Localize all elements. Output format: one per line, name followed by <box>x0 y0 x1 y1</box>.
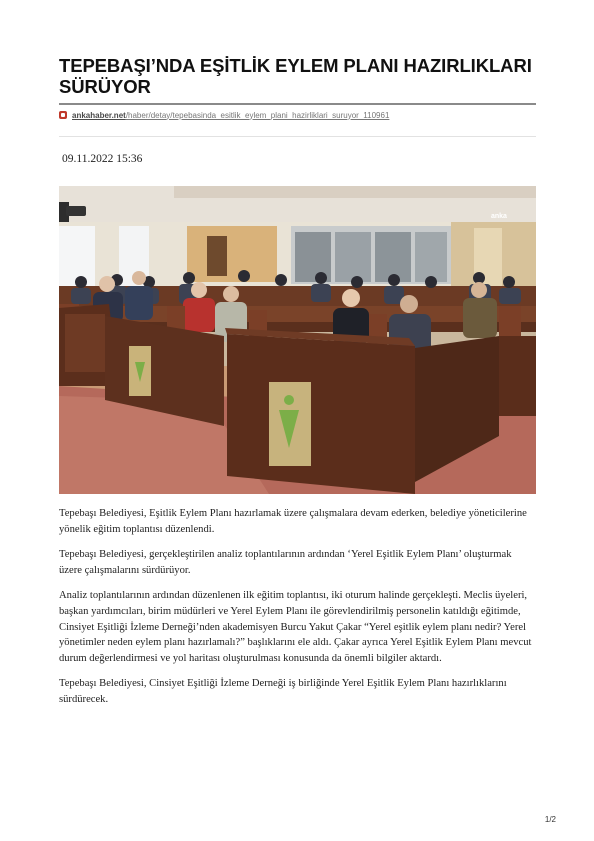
photo-watermark: anka <box>491 213 507 220</box>
paragraph-3: Analiz toplantılarının ardından düzenlenen ilk eğitim toplantısı, iki oturum halinde gerçekleşti. Meclis üyeleri, başkan yardımcıları, birim müdürleri ve Yerel Eylem Planı ile görevlendirilmiş personelin katıldığı eğitimde, Cinsiyet Eşitliği İzleme Derneği’nden akademisyen Burcu Yakut Çakar “Yerel eşitlik eylem planı nedir? Yerel yönetimler neden eylem planı hazırlamalı?” başlıklarını ele aldı. Çakar ayrıca Yerel Eşitlik Eylem Planı mevcut durum değerlendirmesi ve yol haritası oluşturulması konusunda da önemli bilgiler aktardı. <box>59 590 532 664</box>
site-favicon-icon <box>59 111 67 119</box>
article-body <box>59 506 537 718</box>
article-date: 09.11.2022 15:36 <box>62 153 143 165</box>
article-photo <box>59 186 536 494</box>
article-title: TEPEBAŞI’NDA EŞİTLİK EYLEM PLANI HAZIRLIKLARI SÜRÜYOR <box>59 55 532 97</box>
source-path[interactable]: /haber/detay/tepebasinda_esitlik_eylem_plani_hazirliklari_suruyor_110961 <box>125 110 390 120</box>
paragraph-4: Tepebaşı Belediyesi, Cinsiyet Eşitliği İzleme Derneği iş birliğinde Yerel Eşitlik Eylem Planı hazırlıklarını sürdürecek. <box>59 678 507 705</box>
source-divider <box>59 136 536 137</box>
source-link[interactable] <box>59 109 536 121</box>
page-number: 1/2 <box>544 815 556 824</box>
title-divider <box>59 103 536 105</box>
council-meeting-photo <box>59 186 536 494</box>
source-domain[interactable]: ankahaber.net <box>72 110 126 120</box>
paragraph-2: Tepebaşı Belediyesi, gerçekleştirilen analiz toplantılarının ardından ‘Yerel Eşitlik Eylem Planı’ oluşturmak üzere çalışmalarını sürdürüyor. <box>59 549 512 576</box>
paragraph-1: Tepebaşı Belediyesi, Eşitlik Eylem Planı hazırlamak üzere çalışmalara devam ederken, belediye yöneticilerine yönelik eğitim toplantısı düzenlendi. <box>59 508 527 535</box>
